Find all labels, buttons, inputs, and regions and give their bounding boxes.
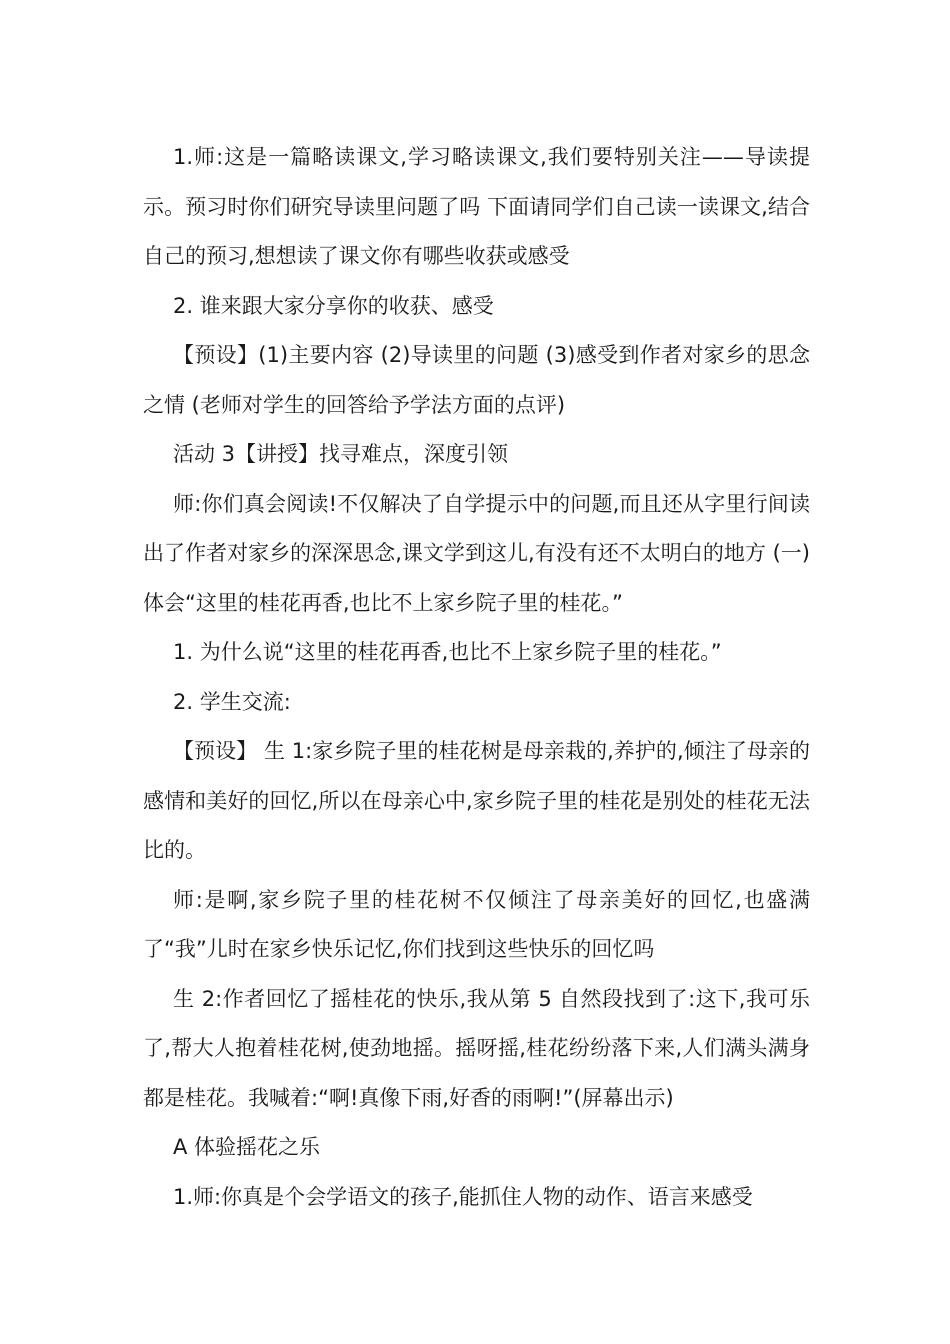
paragraph-student-exchange: 2. 学生交流:	[173, 689, 291, 714]
paragraph-student-1-answer: 【预设】 生 1:家乡院子里的桂花树是母亲栽的,养护的,倾注了母亲的感情和美好的回忆,所以在母亲心中,家乡院子里的桂花是别处的桂花无法比的。	[143, 739, 810, 862]
paragraph-activity-heading: 活动 3【讲授】找寻难点，深度引领	[173, 442, 509, 466]
paragraph-preview-instruction: 1.师:这是一篇略读课文,学习略读课文,我们要特别关注——导读提示。预习时你们研究导读里问题了吗 下面请同学们自己读一读课文,结合自己的预习,想想读了课文你有哪些收获或感受	[143, 145, 810, 268]
paragraph-teacher-comment: 1.师:你真是个会学语文的孩子,能抓住人物的动作、语言来感受	[173, 1184, 753, 1209]
paragraph-teacher-praise: 师:你们真会阅读!不仅解决了自学提示中的问题,而且还从字里行间读出了作者对家乡的深深思念,课文学到这儿,有没有还不太明白的地方 (一)体会“这里的桂花再香,也比不上家乡院子里的桂花。”	[143, 491, 810, 615]
paragraph-student-2-answer: 生 2:作者回忆了摇桂花的快乐,我从第 5 自然段找到了:这下,我可乐了,帮大人抱着桂花树,使劲地摇。摇呀摇,桂花纷纷落下来,人们满头满身都是桂花。我喊着:“啊!真像下雨,好香的雨啊!”(屏幕出示)	[143, 986, 810, 1110]
paragraph-why-question: 1. 为什么说“这里的桂花再香,也比不上家乡院子里的桂花。”	[173, 640, 722, 664]
document-body	[143, 133, 810, 1222]
paragraph-section-a-heading: A 体验摇花之乐	[173, 1135, 321, 1159]
paragraph-share-question: 2. 谁来跟大家分享你的收获、感受	[173, 293, 494, 318]
paragraph-preset-answers: 【预设】(1)主要内容 (2)导读里的问题 (3)感受到作者对家乡的思念之情 (老师对学生的回答给予学法方面的点评)	[143, 343, 810, 417]
paragraph-teacher-followup: 师:是啊,家乡院子里的桂花树不仅倾注了母亲美好的回忆,也盛满了“我”儿时在家乡快乐记忆,你们找到这些快乐的回忆吗	[143, 887, 810, 961]
